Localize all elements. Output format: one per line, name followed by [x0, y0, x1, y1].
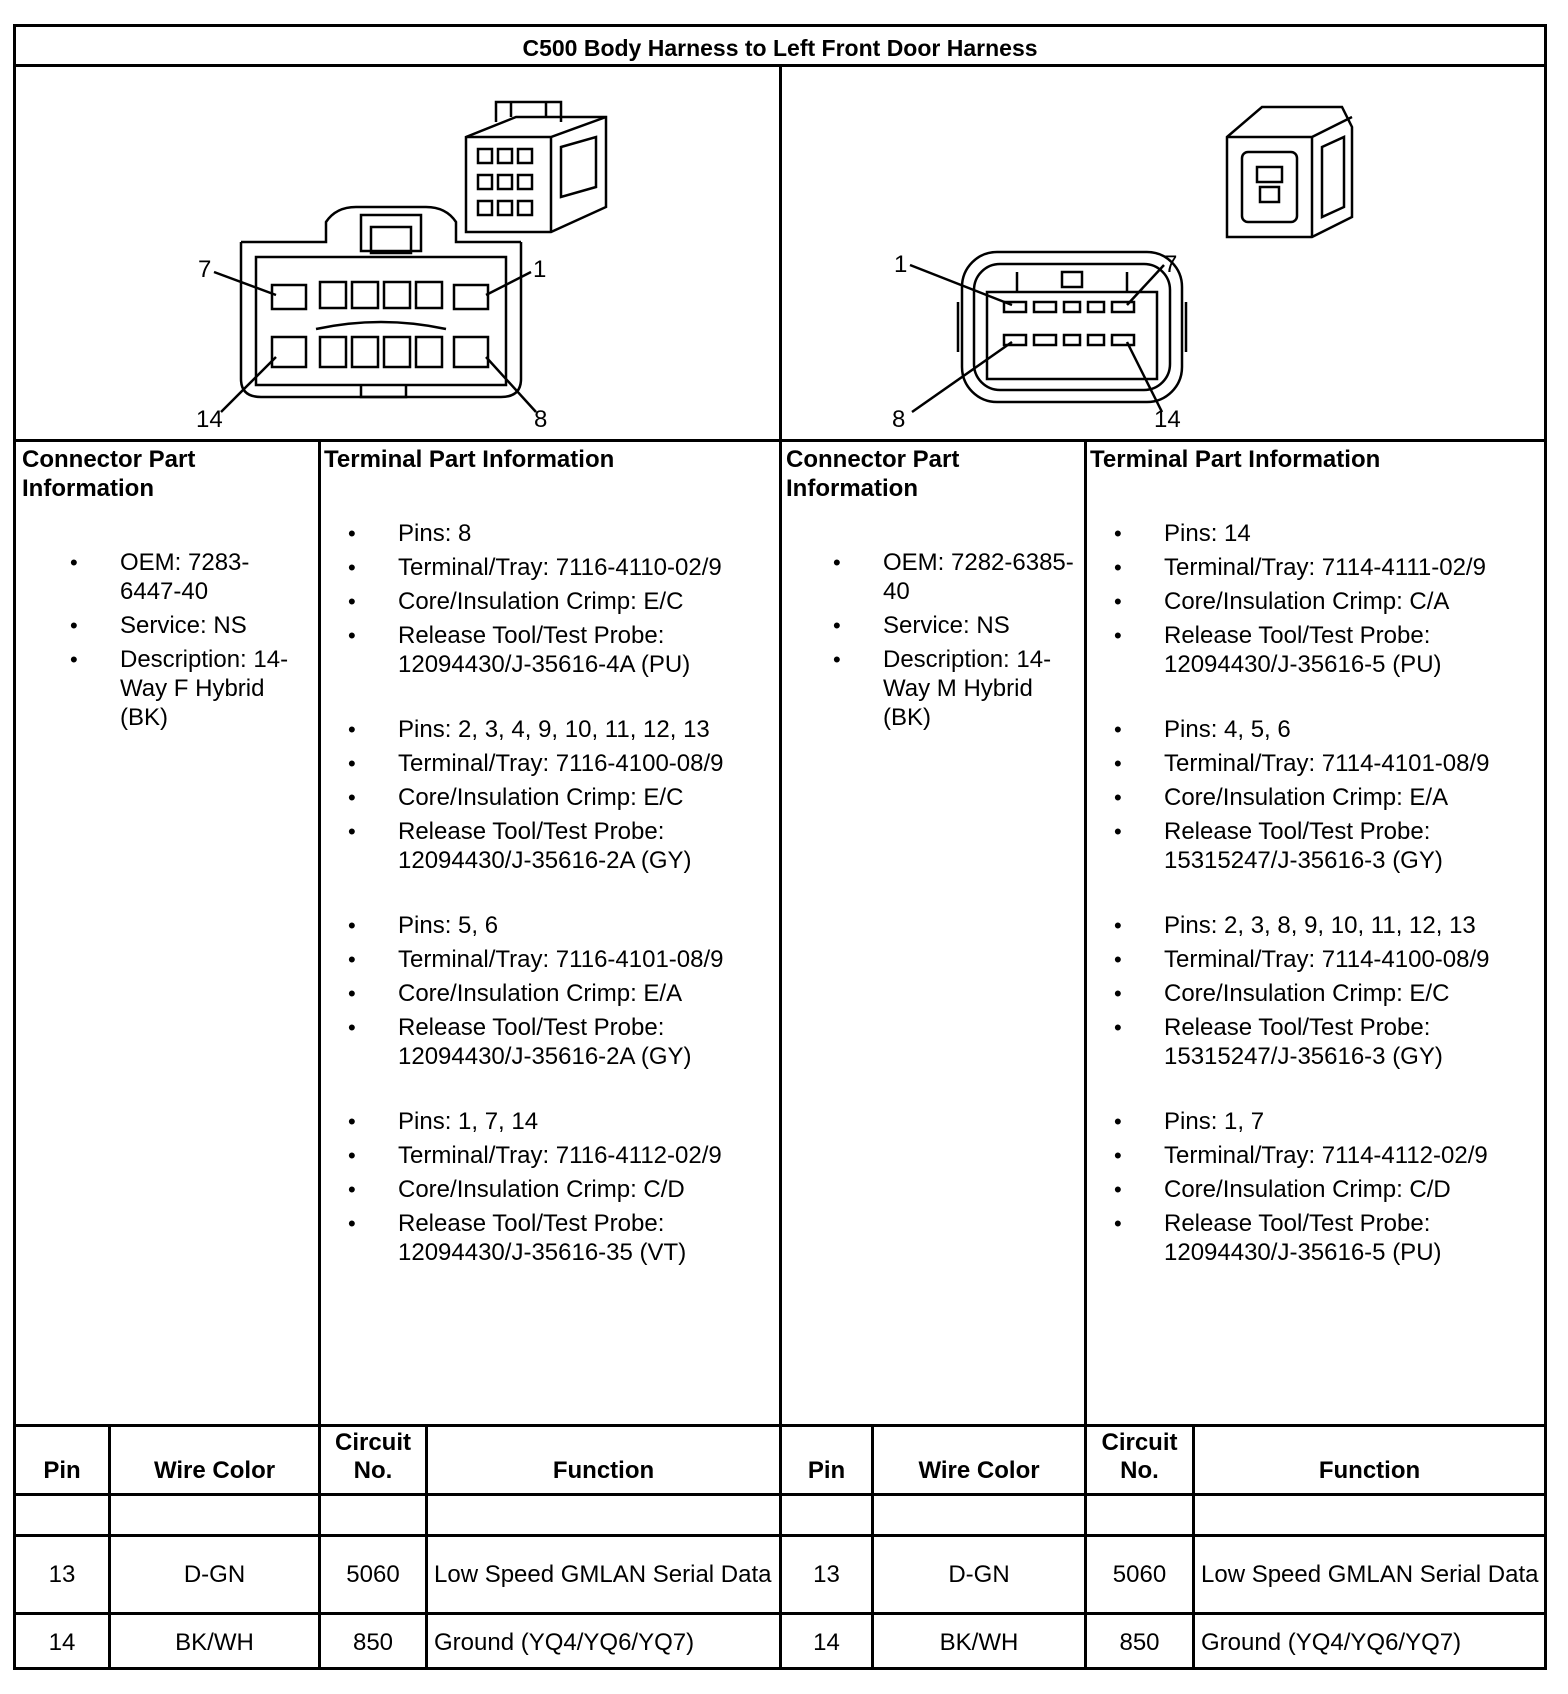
table-cell-circuit: 850 [1119, 1629, 1160, 1656]
left-connector-front-view [241, 207, 521, 397]
table-cell-wire-color: BK/WH [939, 1629, 1019, 1656]
list-item: • Pins: 1, 7, 14 [348, 1107, 778, 1136]
callout-7: 7 [1164, 251, 1178, 278]
list-item: • Core/Insulation Crimp: E/C [348, 587, 778, 616]
list-item: • Terminal/Tray: 7116-4101-08/9 [348, 945, 778, 974]
terminal-group [1114, 1107, 1542, 1267]
list-item: • OEM: 7283-6447-40 [70, 548, 310, 606]
list-item: • Terminal/Tray: 7114-4112-02/9 [1114, 1141, 1542, 1170]
list-item: • Core/Insulation Crimp: C/D [348, 1175, 778, 1204]
connector-table-frame [13, 24, 1547, 1670]
list-item: • Release Tool/Test Probe: 12094430/J-35616-2A (GY) [348, 1013, 778, 1071]
table-cell-circuit: 5060 [346, 1561, 400, 1588]
left-terminal-info [348, 519, 778, 1303]
right-connector-header: Connector Part Information [786, 446, 960, 502]
left-terminal-header: Terminal Part Information [324, 446, 615, 473]
right-connector-iso-view [1227, 107, 1352, 237]
list-item: • Core/Insulation Crimp: E/C [348, 783, 778, 812]
list-item: • Release Tool/Test Probe: 12094430/J-35616-35 (VT) [348, 1209, 778, 1267]
callout-8: 8 [534, 406, 548, 433]
list-item: • Pins: 14 [1114, 519, 1542, 548]
list-item: • Service: NS [833, 611, 1078, 640]
list-item: • Pins: 2, 3, 8, 9, 10, 11, 12, 13 [1114, 911, 1542, 940]
list-item: • Description: 14-Way M Hybrid (BK) [833, 645, 1078, 732]
column-header-pin: Pin [43, 1457, 81, 1484]
table-cell-function: Low Speed GMLAN Serial Data [1201, 1561, 1539, 1588]
divider [16, 1493, 1544, 1496]
right-connector-diagram [782, 67, 1544, 439]
list-item: • Release Tool/Test Probe: 15315247/J-35616-3 (GY) [1114, 817, 1542, 875]
list-item: • Terminal/Tray: 7114-4100-08/9 [1114, 945, 1542, 974]
list-item: • Pins: 4, 5, 6 [1114, 715, 1542, 744]
right-connector-front-view [958, 252, 1186, 402]
callout-14: 14 [1154, 406, 1181, 433]
table-cell-function: Ground (YQ4/YQ6/YQ7) [434, 1629, 695, 1656]
table-cell-circuit: 5060 [1112, 1561, 1167, 1588]
list-item: • Core/Insulation Crimp: C/D [1114, 1175, 1542, 1204]
list-item: • Release Tool/Test Probe: 12094430/J-35616-5 (PU) [1114, 1209, 1542, 1267]
terminal-group [1114, 519, 1542, 679]
right-connector-info [833, 548, 1078, 737]
column-header-function: Function [552, 1457, 655, 1484]
list-item: • Terminal/Tray: 7116-4110-02/9 [348, 553, 778, 582]
list-item: • Core/Insulation Crimp: C/A [1114, 587, 1542, 616]
divider [1084, 442, 1087, 1670]
terminal-group [1114, 911, 1542, 1071]
list-item: • Description: 14-Way F Hybrid (BK) [70, 645, 310, 732]
list-item: • Core/Insulation Crimp: E/A [1114, 783, 1542, 812]
callout-1: 1 [894, 251, 908, 278]
column-header-circuit: Circuit No. [1101, 1429, 1178, 1484]
callout-1: 1 [533, 256, 547, 283]
divider [16, 439, 1544, 442]
column-header-wire-color: Wire Color [918, 1457, 1040, 1484]
left-connector-header: Connector Part Information [22, 446, 196, 502]
table-cell-pin: 14 [813, 1629, 840, 1656]
terminal-group [348, 1107, 778, 1267]
terminal-group [348, 911, 778, 1071]
table-cell-wire-color: D-GN [183, 1561, 246, 1588]
callout-14: 14 [196, 406, 223, 433]
list-item: • Terminal/Tray: 7116-4100-08/9 [348, 749, 778, 778]
callout-8: 8 [892, 406, 906, 433]
terminal-group [1114, 715, 1542, 875]
terminal-group [348, 519, 778, 679]
table-cell-wire-color: BK/WH [175, 1629, 254, 1656]
left-connector-iso-view [466, 102, 606, 232]
list-item: • Terminal/Tray: 7116-4112-02/9 [348, 1141, 778, 1170]
table-cell-pin: 14 [48, 1629, 76, 1656]
list-item: • Service: NS [70, 611, 310, 640]
left-connector-info [70, 548, 310, 737]
list-item: • Pins: 2, 3, 4, 9, 10, 11, 12, 13 [348, 715, 778, 744]
list-item: • Release Tool/Test Probe: 15315247/J-35616-3 (GY) [1114, 1013, 1542, 1071]
page-title: C500 Body Harness to Left Front Door Harness [522, 35, 1038, 61]
table-cell-pin: 13 [813, 1561, 840, 1588]
column-header-circuit: Circuit No. [334, 1429, 411, 1484]
right-terminal-info [1114, 519, 1542, 1303]
list-item: • Pins: 1, 7 [1114, 1107, 1542, 1136]
column-header-pin: Pin [807, 1457, 846, 1484]
list-item: • Pins: 8 [348, 519, 778, 548]
list-item: • Pins: 5, 6 [348, 911, 778, 940]
list-item: • OEM: 7282-6385-40 [833, 548, 1078, 606]
callout-7: 7 [198, 256, 212, 283]
divider [318, 442, 321, 1670]
list-item: • Release Tool/Test Probe: 12094430/J-35616-4A (PU) [348, 621, 778, 679]
list-item: • Release Tool/Test Probe: 12094430/J-35616-5 (PU) [1114, 621, 1542, 679]
table-cell-circuit: 850 [352, 1629, 394, 1656]
left-connector-diagram [16, 67, 779, 439]
terminal-group [348, 715, 778, 875]
column-header-function: Function [1318, 1457, 1421, 1484]
list-item: • Terminal/Tray: 7114-4101-08/9 [1114, 749, 1542, 778]
table-cell-wire-color: D-GN [948, 1561, 1010, 1588]
right-terminal-header: Terminal Part Information [1090, 446, 1381, 473]
table-cell-function: Ground (YQ4/YQ6/YQ7) [1201, 1629, 1462, 1656]
table-cell-function: Low Speed GMLAN Serial Data [434, 1561, 772, 1588]
list-item: • Core/Insulation Crimp: E/A [348, 979, 778, 1008]
list-item: • Core/Insulation Crimp: E/C [1114, 979, 1542, 1008]
list-item: • Terminal/Tray: 7114-4111-02/9 [1114, 553, 1542, 582]
column-header-wire-color: Wire Color [153, 1457, 276, 1484]
table-cell-pin: 13 [48, 1561, 76, 1588]
list-item: • Release Tool/Test Probe: 12094430/J-35616-2A (GY) [348, 817, 778, 875]
